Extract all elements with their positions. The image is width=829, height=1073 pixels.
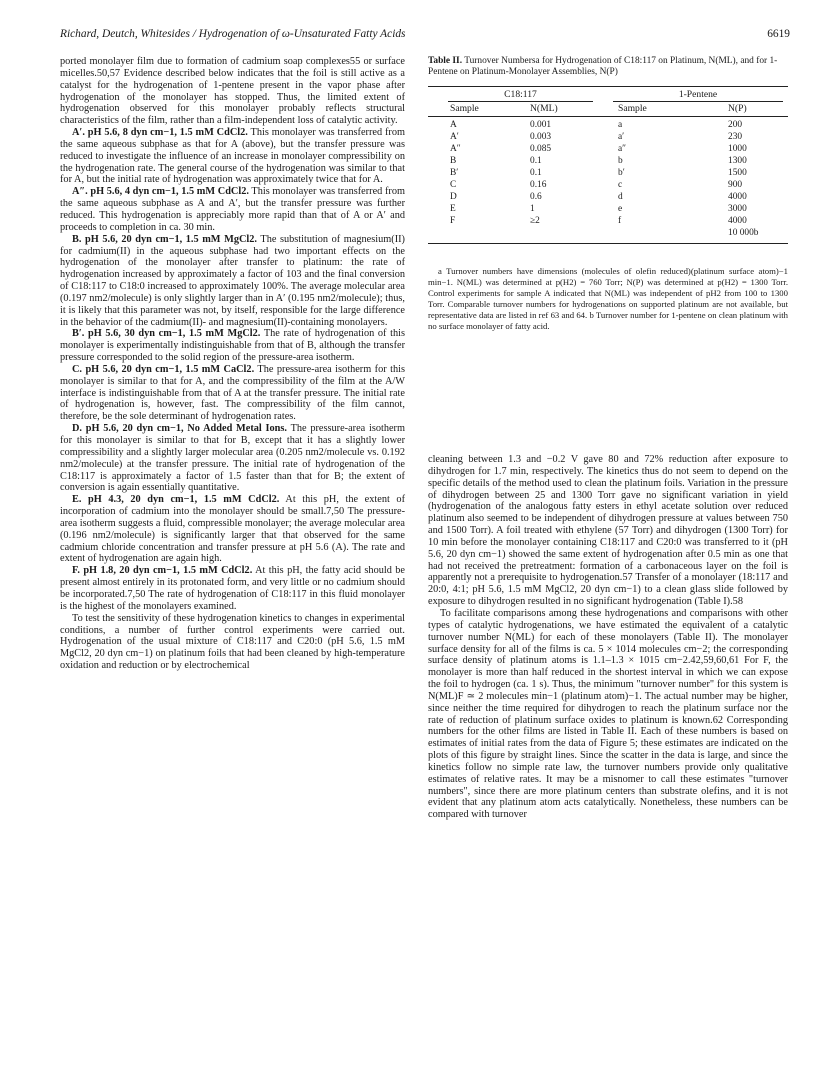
table-cell: 0.1: [530, 156, 542, 166]
paragraph: [60, 423, 405, 494]
table-cell: 0.085: [530, 144, 552, 154]
table-row: [428, 132, 788, 144]
table-cell: 900: [728, 180, 743, 190]
table-cell: a′: [618, 132, 625, 142]
paragraph-body: At this pH, the fatty acid should be present almost entirely in its protonated form, and very little or no cadmium should be incorporated.7,50 The rate of hydrogenation of C18:117 in this fluid monolayer is the highest of the monolayers examined.: [60, 565, 405, 612]
table-cell: 1000: [728, 144, 747, 154]
sample-heading: C. pH 5.6, 20 dyn cm−1, 1.5 mM CaCl2.: [72, 363, 255, 375]
group-header-pentene: 1-Pentene: [678, 89, 718, 100]
table-bottom-rule: [428, 243, 788, 244]
sample-heading: F. pH 1.8, 20 dyn cm−1, 1.5 mM CdCl2.: [72, 565, 253, 577]
footnote-text: a Turnover numbers have dimensions (molecules of olefin reduced)(platinum surface atom)−1 min−1. N(ML) was determined at p(H2) = 760 Torr; N(P) was determined at p(H2) = 1300 Torr. Control experiments for sample A indicated that N(ML) was independent of pH2 from 100 to 1300 Torr. Comparable turnover numbers for hydrogenations on supported platinum are not available, but representative data are listed in ref 63 and 64. b Turnover number for 1-pentene on clean platinum with no surface monolayer of fatty acid.: [428, 266, 788, 331]
table-cell: A′: [450, 132, 459, 142]
table-cell: d: [618, 192, 623, 202]
paragraph-body: The substitution of magnesium(II) for cadmium(II) in the aqueous subphase had two important effects on the hydrogenation of the monolayer after transfer to platinum: the rate of hydrogenation increased by approximately a factor of 103 and the final conversion of C18:117 to C18:0 increased to approximately 100%. The average molecular area (0.197 nm2/molecule) is only slightly larger than in A′ (0.195 nm2/molecule); thus, it is likely that this parameter was not, by itself, responsible for the large difference in the behavior of the cadmium(II)- and magnesium(II)-containing monolayers.: [60, 233, 405, 328]
table-cell: 200: [728, 120, 743, 130]
paragraph: [60, 127, 405, 186]
column-header: N(ML): [530, 103, 558, 114]
table-cell: f: [618, 216, 622, 226]
table-cell: A″: [450, 144, 461, 154]
table-cell: C: [450, 180, 457, 190]
sample-heading: B. pH 5.6, 20 dyn cm−1, 1.5 mM MgCl2.: [72, 233, 257, 245]
table-cell: b′: [618, 168, 625, 178]
paragraph: [60, 328, 405, 364]
running-title: Richard, Deutch, Whitesides / Hydrogenation of ω-Unsaturated Fatty Acids: [60, 28, 406, 40]
paragraph-body: The pressure-area isotherm for this monolayer is similar to that for B, except that it has a slightly lower compressibility and a slightly larger molecular area (0.205 nm2/molecule vs. 0.192 nm2/molecule) at the transfer pressure. The initial rate of hydrogenation of the C18:117 is approximately a factor of 1.5 faster than that for B; the extent of conversion is again essentially quantitative.: [60, 423, 405, 494]
column-header: Sample: [618, 103, 647, 114]
paragraph-body: The rate of hydrogenation of this monolayer is experimentally indistinguishable from that of B, although the transfer pressure corresponded to the solid region of the pressure-area isotherm.: [60, 328, 405, 364]
table-row: [428, 168, 788, 180]
table-row: [428, 180, 788, 192]
page-number: 6619: [767, 28, 790, 40]
paragraph: [60, 494, 405, 565]
left-column: [60, 56, 405, 672]
table-cell: 4000: [728, 216, 747, 226]
table-cell: E: [450, 204, 456, 214]
table-top-rule: [428, 86, 788, 87]
paragraph: [60, 364, 405, 423]
sample-heading: A″. pH 5.6, 4 dyn cm−1, 1.5 mM CdCl2.: [72, 186, 249, 198]
paragraph: [60, 186, 405, 233]
table-cell: 10 000b: [728, 228, 759, 238]
header-rule: [428, 116, 788, 117]
table-cell: b: [618, 156, 623, 166]
table-cell: e: [618, 204, 623, 214]
table-cell: 0.001: [530, 120, 552, 130]
paragraph-body: This monolayer was transferred from the same aqueous subphase as A and A′, but the transfer pressure was further reduced. This hydrogenation is appreciably more rapid than that of A or A′ and proceeds to completion in ca. 30 min.: [60, 186, 405, 233]
sample-heading: B′. pH 5.6, 30 dyn cm−1, 1.5 mM MgCl2.: [72, 328, 261, 340]
table-caption-text: Turnover Numbersa for Hydrogenation of C18:117 on Platinum, N(ML), and for 1-Pentene on Platinum-Monolayer Assemblies, N(P): [428, 56, 778, 77]
table-cell: D: [450, 192, 457, 202]
table-cell: 1500: [728, 168, 747, 178]
group-rule: [448, 101, 593, 102]
table-label: Table II.: [428, 56, 463, 66]
paragraph-body: The pressure-area isotherm for this monolayer is similar to that for A, and the compressibility of the film at the A/W interface is indistinguishable from that of A at the transfer pressure. The initial rate of hydrogenation is, however, fast. The compressibility of the film cannot, therefore, be the sole determinant of hydrogenation rates.: [60, 363, 405, 423]
paragraph-body: At this pH, the extent of incorporation of cadmium into the monolayer should be small.7,50 The pressure-area isotherm suggests a fluid, compressible monolayer; the average molecular area (0.196 nm2/molecule) is significantly larger that that observed for the same cadmium chloride concentration and transfer pressure at pH 5.6 (A). The rate and extent of hydrogenation are again high.: [60, 494, 405, 565]
paragraph: [60, 234, 405, 329]
table-cell: 4000: [728, 192, 747, 202]
table-cell: 0.003: [530, 132, 552, 142]
table-cell: 0.6: [530, 192, 542, 202]
table-row: [428, 120, 788, 132]
table-row: [428, 216, 788, 228]
table-body: [428, 86, 788, 261]
paragraph: To test the sensitivity of these hydrogenation kinetics to changes in experimental conditions, a number of further control experiments were carried out. Hydrogenation of the usual mixture of C18:117 and C20:0 (pH 5.6, 1.5 mM MgCl2, 20 dyn cm−1) on platinum foils that had been cleaned by high-temperature oxidation and reduction or by electrochemical: [60, 612, 405, 672]
table-cell: B: [450, 156, 457, 166]
table-cell: 3000: [728, 204, 747, 214]
table-ii: [428, 56, 788, 331]
sample-heading: D. pH 5.6, 20 dyn cm−1, No Added Metal Ions.: [72, 423, 287, 435]
table-cell: 0.1: [530, 168, 542, 178]
table-cell: F: [450, 216, 456, 226]
table-cell: B′: [450, 168, 459, 178]
table-row: [428, 228, 788, 240]
group-header-c18: C18:117: [504, 89, 537, 100]
table-row: [428, 144, 788, 156]
paragraph: To facilitate comparisons among these hydrogenations and comparisons with other types of catalytic hydrogenations, we have estimated the equivalent of a catalytic turnover number N(ML) for each of these monolayers (Table II). The monolayer surface density for all of the films is ca. 5 × 1014 molecules cm−2; the corresponding surface density of platinum atoms is 1.1–1.3 × 1015 cm−2.42,59,60,61 For F, the monolayer is more than half reduced in the shortest interval in which we can expose the foil to hydrogen (ca. 1 s). Thus, the minimum "turnover number" for this system is N(ML)F ≃ 2 molecules min−1 (platinum atom)−1. The actual number may be higher, since neither the time required for dihydrogen to reach the platinum surface nor the rate of reduction of platinum surface oxides to platinum is known.62 Corresponding numbers for the other films are listed in Table II. Each of these numbers is based on estimates of initial rates from the data of Figure 5; these estimates are indicated on the plots of this figure by straight lines. Since the scatter in the data is large, and since the kinetics follow no simple rate law, the turnover numbers provide only qualitative estimates of relative rates. It may be a misnomer to call these estimates "turnover numbers", since there are more platinum centers than substrate olefins, and it is not evident that any platinum atom acts catalytically. Nonetheless, these numbers can be compared with turnover: [428, 607, 788, 821]
table-footnote: [428, 266, 788, 331]
right-column: [428, 454, 788, 821]
page-header: [60, 28, 790, 46]
table-cell: 230: [728, 132, 743, 142]
group-rule: [613, 101, 783, 102]
paragraph: [60, 565, 405, 612]
table-cell: 1: [530, 204, 535, 214]
paragraph-body: This monolayer was transferred from the same aqueous subphase as that for A (above), but the transfer pressure was reduced to investigate the influence of an increase in monolayer compressibility on the hydrogenation rate. The general course of the hydrogenation was similar to that for A, but the initial rate of hydrogenation was approximately twice that for A.: [60, 127, 405, 186]
table-row: [428, 192, 788, 204]
table-row: [428, 156, 788, 168]
table-cell: a: [618, 120, 623, 130]
column-header: N(P): [728, 103, 747, 114]
sample-heading: E. pH 4.3, 20 dyn cm−1, 1.5 mM CdCl2.: [72, 494, 280, 506]
paragraph: ported monolayer film due to formation of cadmium soap complexes55 or surface micelles.50,57 Evidence described below indicates that the foil is still active as a catalyst for the hydrogenation of 1-pentene present in the vapor phase after hydrogenation of the monolayer has stopped. Thus, the limited extent of hydrogenation observed for this monolayer probably reflects structural characteristics of the film, rather than a film-independent loss of catalytic activity.: [60, 56, 405, 127]
table-caption: [428, 56, 788, 78]
table-cell: c: [618, 180, 623, 190]
table-cell: A: [450, 120, 457, 130]
table-cell: 1300: [728, 156, 747, 166]
column-header: Sample: [450, 103, 479, 114]
paragraph: cleaning between 1.3 and −0.2 V gave 80 and 72% reduction after exposure to dihydrogen for 1.7 min, respectively. The kinetics thus do not seem to depend on the specific details of the method used to clean the platinum foils. Variation in the pressure of dihydrogen between 25 and 1300 Torr gave no significant variation in yield (hydrogenation of the analogous fatty esters in ethyl acetate solution over reduced platinum also seemed to be independent of dihydrogen pressure at values between 750 and 1500 Torr). A foil treated with ethylene (57 Torr) and dihydrogen (1300 Torr) for 10 min before the monolayer containing C18:117 and C20:0 was transferred to it (pH 5.6, 20 dyn cm−1) showed the same extent of hydrogenation after 0.5 min as one that had not received the pretreatment: formation of a carbonaceous layer on the foil is apparently not a prerequisite to hydrogenation.57 Transfer of a monolayer (18:117 and 20:0, 4:1; pH 5.6, 1.5 mM MgCl2, 20 dyn cm−1) to a clean glass slide followed by exposure to dihydrogen resulted in no significant hydrogenation (Table I).58: [428, 454, 788, 608]
table-cell: a″: [618, 144, 627, 154]
table-row: [428, 204, 788, 216]
table-cell: ≥2: [530, 216, 540, 226]
sample-heading: A′. pH 5.6, 8 dyn cm−1, 1.5 mM CdCl2.: [72, 127, 248, 139]
table-cell: 0.16: [530, 180, 547, 190]
